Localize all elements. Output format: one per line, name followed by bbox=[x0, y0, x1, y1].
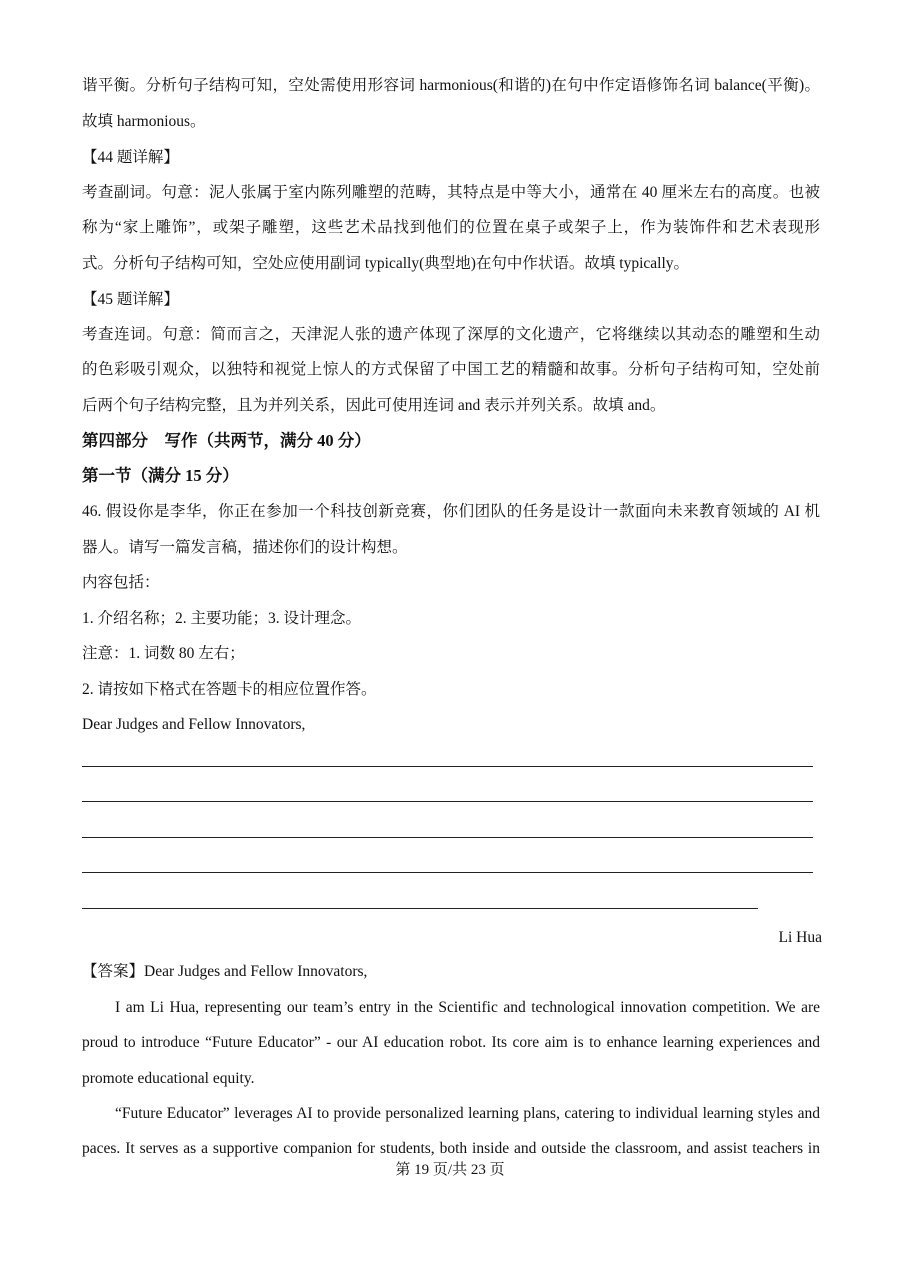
letter-salutation: Dear Judges and Fellow Innovators, bbox=[82, 716, 306, 733]
text-line: 1. 介绍名称；2. 主要功能；3. 设计理念。 bbox=[82, 610, 362, 627]
page-footer: 第 19 页/共 23 页 bbox=[395, 1162, 505, 1178]
section-heading-45: 【45 题详解】 bbox=[82, 291, 179, 308]
text-line: 2. 请按如下格式在答题卡的相应位置作答。 bbox=[82, 681, 377, 698]
text-line: 故填 harmonious。 bbox=[82, 113, 206, 130]
text-line: 的色彩吸引观众，以独特和视觉上惊人的方式保留了中国工艺的精髓和故事。分析句子结构可知，空处前 bbox=[82, 361, 820, 378]
signature: Li Hua bbox=[778, 929, 822, 946]
answer-heading: 【答案】Dear Judges and Fellow Innovators, bbox=[82, 963, 368, 980]
writing-line bbox=[82, 766, 813, 767]
answer-text: promote educational equity. bbox=[82, 1070, 255, 1087]
part-heading: 第四部分 写作（共两节，满分 40 分） bbox=[82, 431, 371, 450]
answer-text: proud to introduce “Future Educator” - our AI education robot. Its core aim is to enhance learning experiences and bbox=[82, 1034, 820, 1051]
writing-line bbox=[82, 872, 813, 873]
writing-line bbox=[82, 801, 813, 802]
text-line: 内容包括： bbox=[82, 574, 160, 591]
answer-text: “Future Educator” leverages AI to provide personalized learning plans, catering to individual learning styles and bbox=[115, 1105, 820, 1122]
text-line: 称为“家上雕饰”，或架子雕塑，这些艺术品找到他们的位置在桌子或架子上，作为装饰件和艺术表现形 bbox=[82, 219, 820, 236]
question-text: 46. 假设你是李华，你正在参加一个科技创新竞赛，你们团队的任务是设计一款面向未来教育领域的 AI 机 bbox=[82, 503, 820, 520]
writing-line bbox=[82, 908, 758, 909]
text-line: 后两个句子结构完整，且为并列关系，因此可使用连词 and 表示并列关系。故填 and。 bbox=[82, 397, 666, 414]
text-line: 考查连词。句意：简而言之，天津泥人张的遗产体现了深厚的文化遗产，它将继续以其动态的雕塑和生动 bbox=[82, 326, 820, 343]
answer-text: paces. It serves as a supportive companion for students, both inside and outside the classroom, and assist teachers in bbox=[82, 1140, 820, 1157]
text-line: 式。分析句子结构可知，空处应使用副词 typically(典型地)在句中作状语。故填 typically。 bbox=[82, 255, 690, 272]
question-text: 器人。请写一篇发言稿，描述你们的设计构想。 bbox=[82, 539, 408, 556]
text-line: 注意：1. 词数 80 左右； bbox=[82, 645, 245, 662]
text-line: 考查副词。句意：泥人张属于室内陈列雕塑的范畴，其特点是中等大小，通常在 40 厘米左右的高度。也被 bbox=[82, 184, 820, 201]
answer-text: I am Li Hua, representing our team’s entry in the Scientific and technological innovation competition. We are bbox=[115, 999, 820, 1016]
text-line: 谐平衡。分析句子结构可知，空处需使用形容词 harmonious(和谐的)在句中作定语修饰名词 balance(平衡)。 bbox=[82, 77, 820, 94]
section-heading-44: 【44 题详解】 bbox=[82, 149, 179, 166]
writing-line bbox=[82, 837, 813, 838]
section-heading: 第一节（满分 15 分） bbox=[82, 466, 239, 485]
